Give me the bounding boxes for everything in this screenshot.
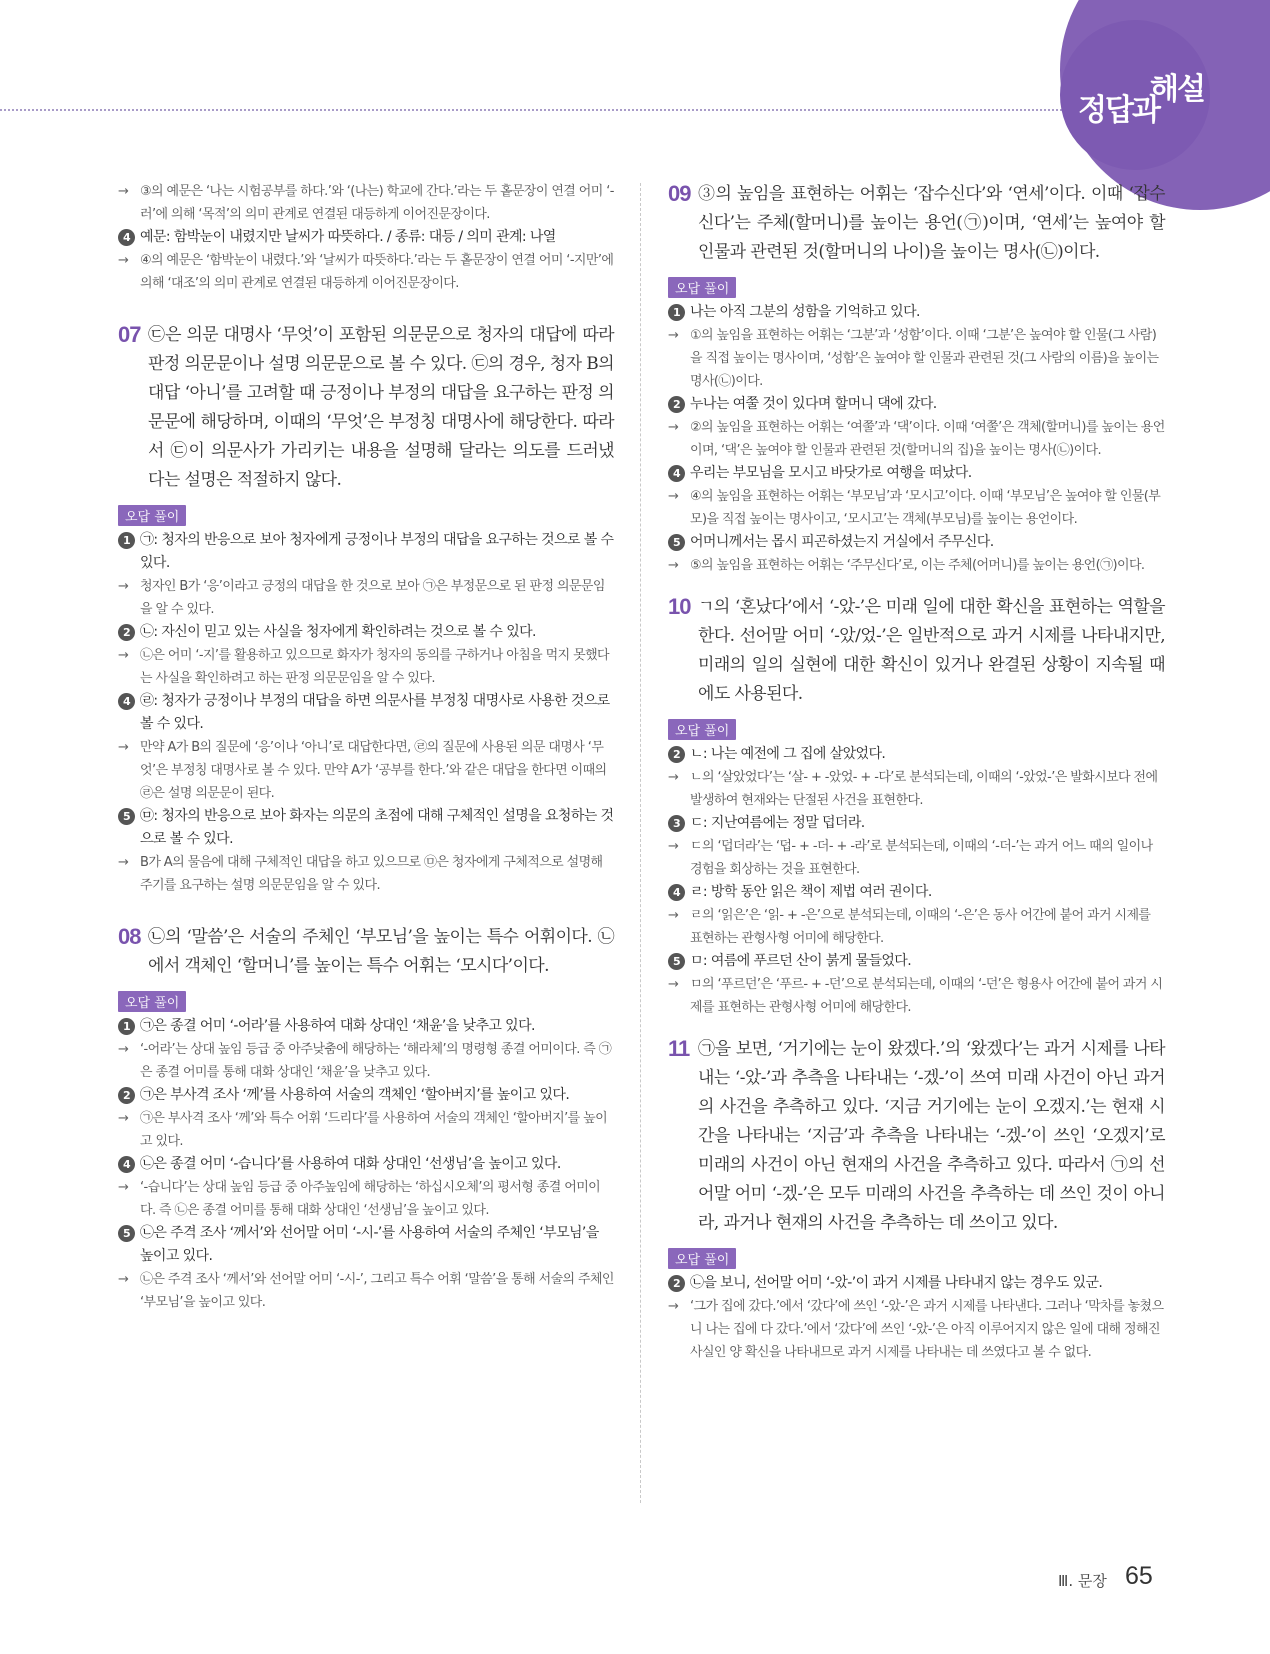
section-badge-label-2: 해설 xyxy=(1150,72,1204,107)
choice-number-icon: 1 xyxy=(118,1018,135,1035)
choice-text: ㄹ: 방학 동안 읽은 책이 제법 여러 권이다. xyxy=(690,884,932,900)
arrow-icon: → xyxy=(668,977,679,992)
choice-number-icon: 4 xyxy=(668,465,685,482)
wrong-answer-list-11 xyxy=(668,1272,1165,1364)
explanation-text xyxy=(668,835,1165,881)
choice-number-icon: 4 xyxy=(668,884,685,901)
choice-item xyxy=(118,226,614,249)
explanation-body: ㄷ의 ‘덥더라’는 ‘덥- + -더- + -라’로 분석되는데, 이때의 ‘-더-’는 과거 어느 때의 일이나 경험을 회상하는 것을 표현한다. xyxy=(690,839,1153,877)
choice-item xyxy=(668,1272,1165,1295)
choice-text: ㄷ: 지난여름에는 정말 덥더라. xyxy=(690,815,865,831)
page-number: 65 xyxy=(1125,1562,1153,1590)
explanation-body: ④의 높임을 표현하는 어휘는 ‘부모님’과 ‘모시고’이다. 이때 ‘부모님’은 높여야 할 인물(부모)을 직접 높이는 명사이고, ‘모시고’는 객체(부모님)를 높이는 용언이다. xyxy=(690,489,1161,527)
question-answer-text: ㉡의 ‘말씀’은 서술의 주체인 ‘부모님’을 높이는 특수 어휘이다. ㉡에서 객체인 ‘할머니’를 높이는 특수 어휘는 ‘모시다’이다. xyxy=(148,927,614,976)
choice-text: ㉡: 자신이 믿고 있는 사실을 청자에게 확인하려는 것으로 볼 수 있다. xyxy=(140,624,536,640)
choice-item xyxy=(668,393,1165,416)
arrow-icon: → xyxy=(668,839,679,854)
explanation-body: ‘-습니다’는 상대 높임 등급 중 아주높임에 해당하는 ‘하십시오체’의 평서형 종결 어미이다. 즉 ㉡은 종결 어미를 통해 대화 상대인 ‘선생님’을 높이고 있다. xyxy=(140,1180,601,1218)
choice-text: ㄴ: 나는 예전에 그 집에 살았었다. xyxy=(690,746,886,762)
choice-item xyxy=(668,950,1165,973)
choice-item xyxy=(668,462,1165,485)
explanation-text xyxy=(668,766,1165,812)
explanation-body: ①의 높임을 표현하는 어휘는 ‘그분’과 ‘성함’이다. 이때 ‘그분’은 높여야 할 인물(그 사람)을 직접 높이는 명사이며, ‘성함’은 높여야 할 인물과 관련된 것(그 사람의 이름)을 높이는 명사(㉡)이다. xyxy=(690,328,1159,389)
wrong-answer-list-09 xyxy=(668,301,1165,577)
question-answer-text: ③의 높임을 표현하는 어휘는 ‘잡수신다’와 ‘연세’이다. 이때 ‘잡수신다’는 주체(할머니)를 높이는 용언(㉠)이며, ‘연세’는 높여야 할 인물과 관련된 것(할머니의 나이)을 높이는 명사(㉡)이다. xyxy=(698,184,1165,262)
explanation-body: ㄹ의 ‘읽은’은 ‘읽- + -은’으로 분석되는데, 이때의 ‘-은’은 동사 어간에 붙어 과거 시제를 표현하는 관형사형 어미에 해당한다. xyxy=(690,908,1151,946)
wrong-answer-tag: 오답 풀이 xyxy=(668,277,736,298)
wrong-answer-list-10 xyxy=(668,743,1165,1019)
choice-item xyxy=(668,881,1165,904)
explanation-text xyxy=(668,904,1165,950)
question-09 xyxy=(668,180,1165,267)
choice-number-icon: 2 xyxy=(118,1087,135,1104)
wrong-answer-tag: 오답 풀이 xyxy=(118,505,186,526)
explanation-text xyxy=(118,575,614,621)
choice-text: ㉡은 종결 어미 ‘-습니다’를 사용하여 대화 상대인 ‘선생님’을 높이고 있다. xyxy=(140,1156,561,1172)
choice-item xyxy=(668,743,1165,766)
arrow-icon: → xyxy=(118,184,129,199)
arrow-icon: → xyxy=(668,558,679,573)
explanation-body: B가 A의 물음에 대해 구체적인 대답을 하고 있으므로 ㉤은 청자에게 구체적으로 설명해 주기를 요구하는 설명 의문문임을 알 수 있다. xyxy=(140,855,603,893)
choice-number-icon: 5 xyxy=(118,808,135,825)
choice-item xyxy=(118,690,614,736)
question-number: 10 xyxy=(668,594,691,619)
wrong-answer-list-08 xyxy=(118,1015,614,1314)
choice-text: ㉡을 보니, 선어말 어미 ‘-았-’이 과거 시제를 나타내지 않는 경우도 있군. xyxy=(690,1275,1103,1291)
choice-item xyxy=(118,529,614,575)
wrong-answer-tag-07 xyxy=(118,495,614,529)
choice-number-icon: 2 xyxy=(118,624,135,641)
choice-text: ㉠은 종결 어미 ‘-어라’를 사용하여 대화 상대인 ‘채윤’을 낮추고 있다. xyxy=(140,1018,535,1034)
explanation-body: ④의 예문은 ‘함박눈이 내렸다.’와 ‘날씨가 따뜻하다.’라는 두 홑문장이 연결 어미 ‘-지만’에 의해 ‘대조’의 의미 관계로 연결된 대등하게 이어진문장이다. xyxy=(140,253,614,291)
explanation-text xyxy=(668,324,1165,393)
explanation-text xyxy=(118,1176,614,1222)
explanation-text xyxy=(668,554,1165,577)
arrow-icon: → xyxy=(118,648,129,663)
wrong-answer-tag-11 xyxy=(668,1238,1165,1272)
explanation-text xyxy=(118,644,614,690)
choice-item xyxy=(118,805,614,851)
choice-text: 누나는 여쭐 것이 있다며 할머니 댁에 갔다. xyxy=(690,396,937,412)
choice-number-icon: 1 xyxy=(118,532,135,549)
explanation-text xyxy=(118,1268,614,1314)
explanation-body: ㅁ의 ‘푸르던’은 ‘푸르- + -던’으로 분석되는데, 이때의 ‘-던’은 형용사 어간에 붙어 과거 시제를 표현하는 관형사형 어미에 해당한다. xyxy=(690,977,1163,1015)
wrong-answer-tag-10 xyxy=(668,709,1165,743)
choice-number-icon: 2 xyxy=(668,396,685,413)
section-badge-label-1: 정답과 xyxy=(1078,93,1159,128)
arrow-icon: → xyxy=(118,1272,129,1287)
arrow-icon: → xyxy=(668,328,679,343)
explanation-text xyxy=(118,1038,614,1084)
question-08 xyxy=(118,923,614,981)
choice-item xyxy=(668,812,1165,835)
arrow-icon: → xyxy=(668,420,679,435)
choice-text: ㉡은 주격 조사 ‘께서’와 선어말 어미 ‘-시-’를 사용하여 서술의 주체인 ‘부모님’을 높이고 있다. xyxy=(140,1225,599,1264)
wrong-answer-tag: 오답 풀이 xyxy=(668,719,736,740)
question-number: 07 xyxy=(118,322,141,347)
explanation-text xyxy=(118,736,614,805)
choice-number-icon: 2 xyxy=(668,1275,685,1292)
choice-item xyxy=(118,1084,614,1107)
choice-text: 어머니께서는 몹시 피곤하셨는지 거실에서 주무신다. xyxy=(690,534,994,550)
header-dotted-rule xyxy=(0,109,1090,111)
explanation-text xyxy=(118,249,614,295)
explanation-body: ㉡은 주격 조사 ‘께서’와 선어말 어미 ‘-시-’, 그리고 특수 어휘 ‘말씀’을 통해 서술의 주체인 ‘부모님’을 높이고 있다. xyxy=(140,1272,614,1310)
wrong-answer-tag-09 xyxy=(668,267,1165,301)
question-number: 09 xyxy=(668,181,691,206)
question-answer-text: ㉢은 의문 대명사 ‘무엇’이 포함된 의문문으로 청자의 대답에 따라 판정 의문문이나 설명 의문문으로 볼 수 있다. ㉢의 경우, 청자 B의 대답 ‘아니’를 고려할 때 긍정이나 부정의 대답을 요구하는 판정 의문문에 해당하며, 이때의 ‘무엇’은 부정칭 대명사에 해당한다. 따라서 ㉢이 의문사가 가리키는 내용을 설명해 달라는 의도를 드러냈다는 설명은 적절하지 않다. xyxy=(148,325,614,490)
choice-item xyxy=(668,301,1165,324)
question-11 xyxy=(668,1035,1165,1238)
choice-item xyxy=(118,621,614,644)
choice-number-icon: 4 xyxy=(118,229,135,246)
choice-number-icon: 5 xyxy=(668,534,685,551)
arrow-icon: → xyxy=(118,855,129,870)
choice-number-icon: 5 xyxy=(118,1225,135,1242)
choice-number-icon: 4 xyxy=(118,1156,135,1173)
right-column xyxy=(668,180,1165,1364)
explanation-body: 청자인 B가 ‘응’이라고 긍정의 대답을 한 것으로 보아 ㉠은 부정문으로 된 판정 의문문임을 알 수 있다. xyxy=(140,579,605,617)
explanation-text xyxy=(668,1295,1165,1364)
explanation-body: ㉡은 어미 ‘-지’를 활용하고 있으므로 화자가 청자의 동의를 구하거나 아침을 먹지 못했다는 사실을 확인하려고 하는 판정 의문문임을 알 수 있다. xyxy=(140,648,609,686)
choice-number-icon: 4 xyxy=(118,693,135,710)
choice-item xyxy=(118,1015,614,1038)
choice-item xyxy=(118,1222,614,1268)
choice-text: ㉠은 부사격 조사 ‘께’를 사용하여 서술의 객체인 ‘할아버지’를 높이고 있다. xyxy=(140,1087,570,1103)
choice-text: 예문: 함박눈이 내렸지만 날씨가 따뜻하다. / 종류: 대등 / 의미 관계: 나열 xyxy=(140,229,556,245)
arrow-icon: → xyxy=(118,740,129,755)
arrow-icon: → xyxy=(118,253,129,268)
arrow-icon: → xyxy=(668,770,679,785)
continued-explanations xyxy=(118,180,614,295)
question-07 xyxy=(118,321,614,495)
column-divider xyxy=(640,183,641,1503)
explanation-text xyxy=(118,851,614,897)
choice-text: ㅁ: 여름에 푸르던 산이 붉게 물들었다. xyxy=(690,953,912,969)
explanation-text xyxy=(668,485,1165,531)
choice-text: 우리는 부모님을 모시고 바닷가로 여행을 떠났다. xyxy=(690,465,972,481)
choice-number-icon: 1 xyxy=(668,304,685,321)
choice-text: ㉣: 청자가 긍정이나 부정의 대답을 하면 의문사를 부정칭 대명사로 사용한 것으로 볼 수 있다. xyxy=(140,693,610,732)
explanation-body: ㄴ의 ‘살았었다’는 ‘살- + -았었- + -다’로 분석되는데, 이때의 ‘-았었-’은 발화시보다 전에 발생하여 현재와는 단절된 사건을 표현한다. xyxy=(690,770,1158,808)
choice-number-icon: 2 xyxy=(668,746,685,763)
wrong-answer-tag: 오답 풀이 xyxy=(118,991,186,1012)
arrow-icon: → xyxy=(118,1180,129,1195)
explanation-text xyxy=(118,180,614,226)
question-answer-text: ㄱ의 ‘혼났다’에서 ‘-았-’은 미래 일에 대한 확신을 표현하는 역할을 한다. 선어말 어미 ‘-았/었-’은 일반적으로 과거 시제를 나타내지만, 미래의 일의 실현에 대한 확신이 있거나 완결된 상황이 지속될 때에도 사용된다. xyxy=(698,597,1165,704)
wrong-answer-tag-08 xyxy=(118,981,614,1015)
choice-number-icon: 5 xyxy=(668,953,685,970)
explanation-text xyxy=(118,1107,614,1153)
explanation-body: ‘-어라’는 상대 높임 등급 중 아주낮춤에 해당하는 ‘해라체’의 명령형 종결 어미이다. 즉 ㉠은 종결 어미를 통해 대화 상대인 ‘채윤’을 낮추고 있다. xyxy=(140,1042,612,1080)
left-column xyxy=(118,180,614,1314)
explanation-body: ③의 예문은 ‘나는 시험공부를 하다.’와 ‘(나는) 학교에 간다.’라는 두 홑문장이 연결 어미 ‘-러’에 의해 ‘목적’의 의미 관계로 연결된 대등하게 이어진문장이다. xyxy=(140,184,614,222)
choice-item xyxy=(118,1153,614,1176)
wrong-answer-list-07 xyxy=(118,529,614,897)
choice-text: 나는 아직 그분의 성함을 기억하고 있다. xyxy=(690,304,920,320)
question-answer-text: ㉠을 보면, ‘거기에는 눈이 왔겠다.’의 ‘왔겠다’는 과거 시제를 나타내는 ‘-았-’과 추측을 나타내는 ‘-겠-’이 쓰여 미래 사건이 아닌 과거의 사건을 추측하고 있다. ‘지금 거기에는 눈이 오겠지.’는 현재 시간을 나타내는 ‘지금’과 추측을 나타내는 ‘-겠-’이 쓰인 ‘오겠지’로 미래의 사건이 아닌 현재의 사건을 추측하고 있다. 따라서 ㉠의 선어말 어미 ‘-겠-’은 모두 미래의 사건을 추측하는 데 쓰인 것이 아니라, 과거나 현재의 사건을 추측하는 데 쓰이고 있다. xyxy=(698,1039,1165,1233)
explanation-body: 만약 A가 B의 질문에 ‘응’이나 ‘아니’로 대답한다면, ㉣의 질문에 사용된 의문 대명사 ‘무엇’은 부정칭 대명사로 볼 수 있다. 만약 A가 ‘공부를 한다.’와 같은 대답을 한다면 이때의 ㉣은 설명 의문문이 된다. xyxy=(140,740,607,801)
choice-item xyxy=(668,531,1165,554)
wrong-answer-tag: 오답 풀이 xyxy=(668,1248,736,1269)
question-10 xyxy=(668,593,1165,709)
explanation-body: ㉠은 부사격 조사 ‘께’와 특수 어휘 ‘드리다’를 사용하여 서술의 객체인 ‘할아버지’를 높이고 있다. xyxy=(140,1111,608,1149)
choice-text: ㉤: 청자의 반응으로 보아 화자는 의문의 초점에 대해 구체적인 설명을 요청하는 것으로 볼 수 있다. xyxy=(140,808,614,847)
choice-text: ㉠: 청자의 반응으로 보아 청자에게 긍정이나 부정의 대답을 요구하는 것으로 볼 수 있다. xyxy=(140,532,614,571)
arrow-icon: → xyxy=(668,908,679,923)
arrow-icon: → xyxy=(118,1042,129,1057)
arrow-icon: → xyxy=(668,1299,679,1314)
arrow-icon: → xyxy=(118,1111,129,1126)
chapter-label: Ⅲ. 문장 xyxy=(1058,1572,1107,1590)
explanation-text xyxy=(668,973,1165,1019)
arrow-icon: → xyxy=(118,579,129,594)
explanation-body: ②의 높임을 표현하는 어휘는 ‘여쭐’과 ‘댁’이다. 이때 ‘여쭐’은 객체(할머니)를 높이는 용언이며, ‘댁’은 높여야 할 인물과 관련된 것(할머니의 집)을 높이는 명사(㉡)이다. xyxy=(690,420,1165,458)
explanation-text xyxy=(668,416,1165,462)
question-number: 11 xyxy=(668,1036,690,1061)
arrow-icon: → xyxy=(668,489,679,504)
choice-number-icon: 3 xyxy=(668,815,685,832)
question-number: 08 xyxy=(118,924,141,949)
explanation-body: ‘그가 집에 갔다.’에서 ‘갔다’에 쓰인 ‘-았-’은 과거 시제를 나타낸다. 그러나 ‘막차를 놓쳤으니 나는 집에 다 갔다.’에서 ‘갔다’에 쓰인 ‘-았-’은 아직 이루어지지 않은 일에 대해 정해진 사실인 양 확신을 나타내므로 과거 시제를 나타내는 데 쓰였다고 볼 수 없다. xyxy=(690,1299,1164,1360)
explanation-body: ⑤의 높임을 표현하는 어휘는 ‘주무신다’로, 이는 주체(어머니)를 높이는 용언(㉠)이다. xyxy=(690,558,1145,573)
